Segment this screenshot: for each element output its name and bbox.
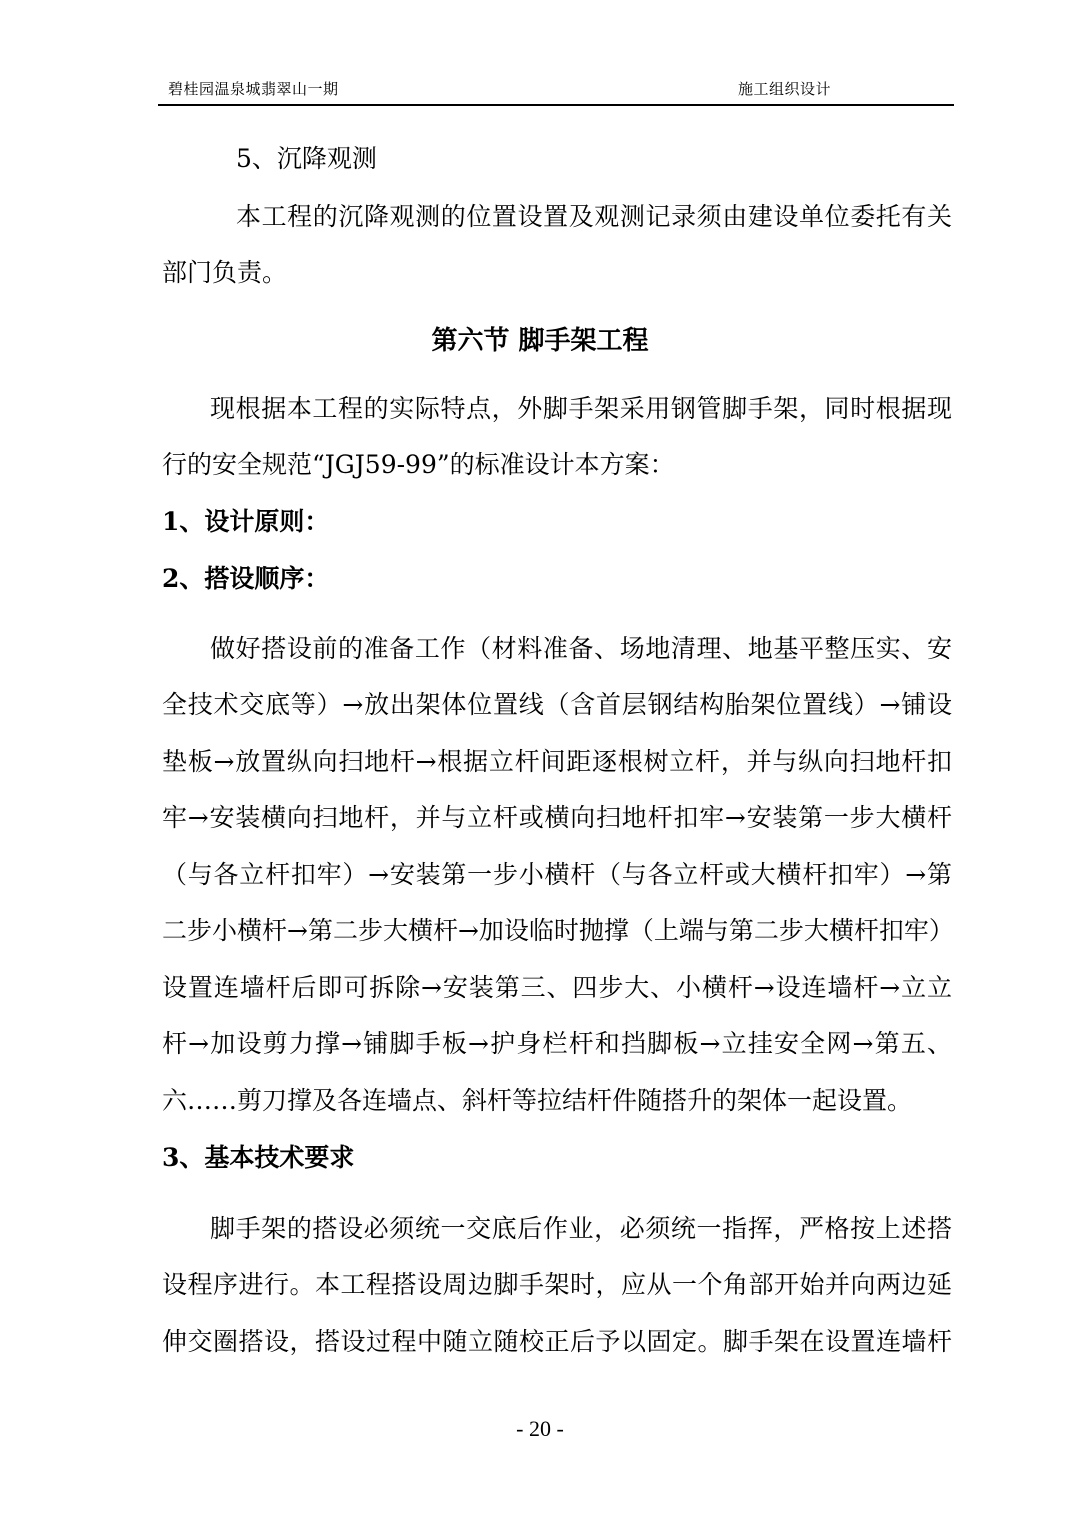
header-document-type: 施工组织设计 (738, 80, 832, 98)
sequence-line-9: 六……剪刀撑及各连墙点、斜杆等拉结杆件随搭升的架体一起设置。 (162, 1086, 913, 1115)
requirements-line-2: 设程序进行。本工程搭设周边脚手架时，应从一个角部开始并向两边延 (162, 1270, 952, 1299)
sequence-line-8: 杆→加设剪力撑→铺脚手板→护身栏杆和挡脚板→立挂安全网→第五、 (162, 1029, 952, 1058)
sequence-line-5: （与各立杆扣牢）→安装第一步小横杆（与各立杆或大横杆扣牢）→第 (162, 860, 952, 889)
sequence-line-3: 垫板→放置纵向扫地杆→根据立杆间距逐根树立杆，并与纵向扫地杆扣 (162, 747, 952, 776)
item2-heading: 2、搭设顺序： (162, 564, 330, 593)
sequence-line-2: 全技术交底等）→放出架体位置线（含首层钢结构胎架位置线）→铺设 (162, 690, 952, 719)
requirements-line-3: 伸交圈搭设，搭设过程中随立随校正后予以固定。脚手架在设置连墙杆 (162, 1327, 952, 1356)
item5-heading: 5、沉降观测 (236, 144, 377, 173)
intro-line-2: 行的安全规范“JGJ59-99”的标准设计本方案： (162, 450, 675, 479)
section-title: 第六节 脚手架工程 (431, 326, 649, 356)
item1-heading: 1、设计原则： (162, 507, 330, 536)
sequence-line-4: 牢→安装横向扫地杆，并与立杆或横向扫地杆扣牢→安装第一步大横杆 (162, 803, 952, 832)
page-header (158, 72, 954, 106)
header-project-name: 碧桂园温泉城翡翠山一期 (168, 80, 339, 98)
sequence-line-6: 二步小横杆→第二步大横杆→加设临时抛撑（上端与第二步大横杆扣牢） (162, 916, 954, 945)
item5-para-line-2: 部门负责。 (162, 258, 288, 287)
item5-para-line-1: 本工程的沉降观测的位置设置及观测记录须由建设单位委托有关 (236, 202, 952, 231)
sequence-line-1: 做好搭设前的准备工作（材料准备、场地清理、地基平整压实、安 (210, 634, 952, 663)
intro-line-1: 现根据本工程的实际特点，外脚手架采用钢管脚手架，同时根据现 (210, 394, 952, 423)
sequence-line-7: 设置连墙杆后即可拆除→安装第三、四步大、小横杆→设连墙杆→立立 (162, 973, 952, 1002)
requirements-line-1: 脚手架的搭设必须统一交底后作业，必须统一指挥，严格按上述搭 (210, 1214, 952, 1243)
item3-heading: 3、基本技术要求 (162, 1143, 355, 1172)
page-number: - 20 - (516, 1416, 564, 1441)
